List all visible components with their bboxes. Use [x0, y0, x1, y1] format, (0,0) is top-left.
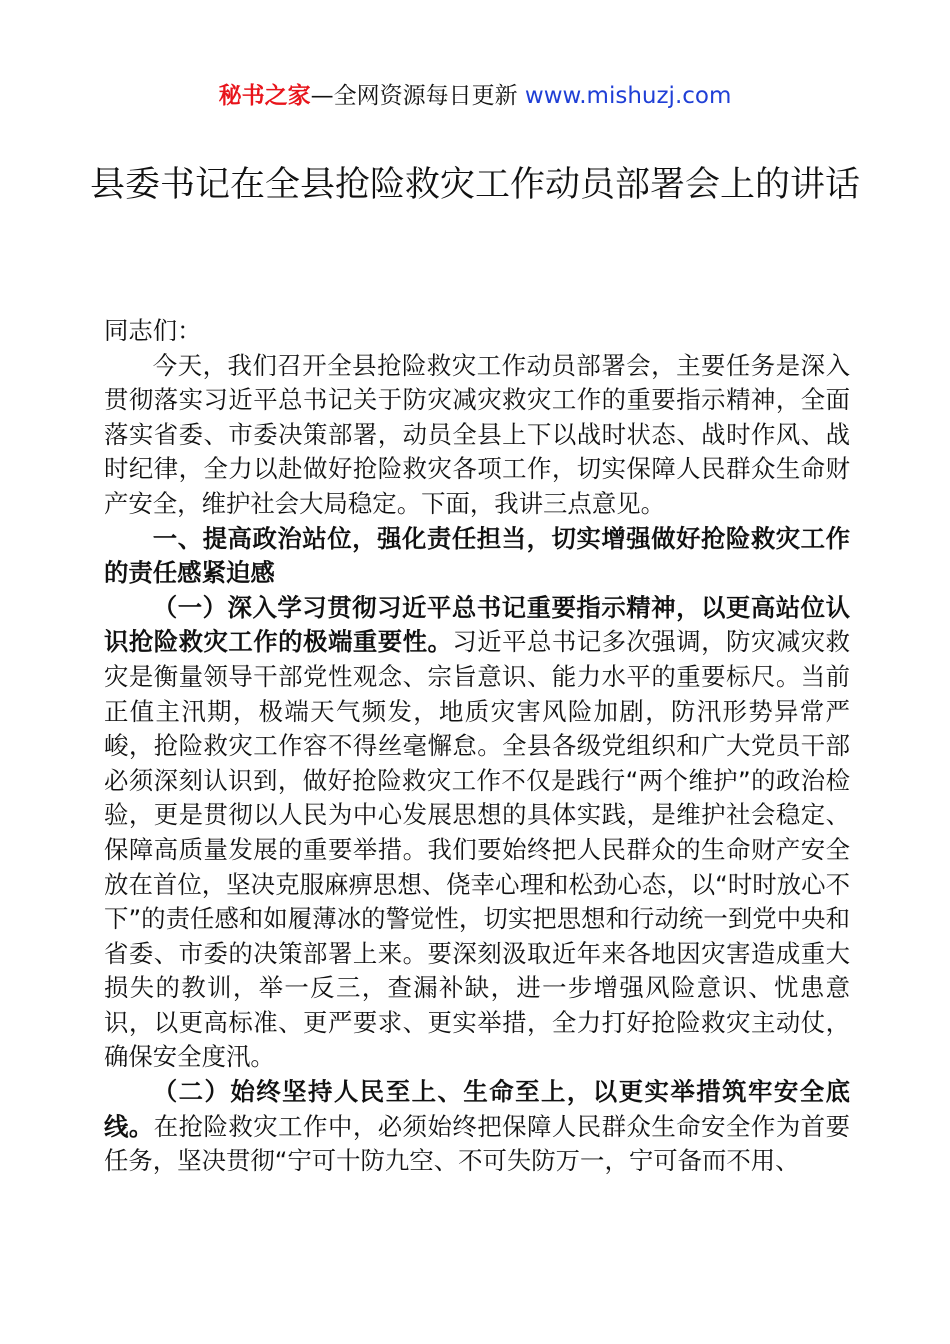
site-url-link[interactable]: www.mishuzj.com: [524, 83, 732, 109]
intro-paragraph: 今天，我们召开全县抢险救灾工作动员部署会，主要任务是深入贯彻落实习近平总书记关于防灾减灾救灾工作的重要指示精神，全面落实省委、市委决策部署，动员全县上下以战时状态、战时作风、战时纪律，全力以赴做好抢险救灾各项工作，切实保障人民群众生命财产安全，维护社会大局稳定。下面，我讲三点意见。: [104, 350, 850, 518]
subsection-1-paragraph: [104, 591, 850, 1075]
subsection-1-heading: （一）深入学习贯彻习近平总书记重要指示精神，以更高站位认识抢险救灾工作的极端重要性。: [104, 592, 850, 657]
site-name: 秘书之家: [218, 83, 311, 109]
subsection-2-heading: （二）始终坚持人民至上、生命至上，以更实举措筑牢安全底线。: [104, 1077, 850, 1141]
document-title: 县委书记在全县抢险救灾工作动员部署会上的讲话: [89, 165, 860, 205]
section-1-heading: 一、提高政治站位，强化责任担当，切实增强做好抢险救灾工作的责任感紧迫感: [104, 523, 850, 588]
site-tagline: —全网资源每日更新: [310, 83, 525, 109]
subsection-2-body: 在抢险救灾工作中，必须始终把保障人民群众生命安全作为首要任务，坚决贯彻“宁可十防九空、不可失防万一，宁可备而不用、: [104, 1111, 850, 1176]
site-header: [0, 80, 950, 112]
subsection-2-paragraph: [104, 1075, 850, 1179]
salutation: 同志们：: [104, 316, 202, 345]
subsection-1-body: 习近平总书记多次强调，防灾减灾救灾是衡量领导干部党性观念、宗旨意识、能力水平的重要标尺。当前正值主汛期，极端天气频发，地质灾害风险加剧，防汛形势异常严峻，抢险救灾工作容不得丝毫懈怠。全县各级党组织和广大党员干部必须深刻认识到，做好抢险救灾工作不仅是践行“两个维护”的政治检验，更是贯彻以人民为中心发展思想的具体实践，是维护社会稳定、保障高质量发展的重要举措。我们要始终把人民群众的生命财产安全放在首位，坚决克服麻痹思想、侥幸心理和松劲心态，以“时时放心不下”的责任感和如履薄冰的警觉性，切实把思想和行动统一到党中央和省委、市委的决策部署上来。要深刻汲取近年来各地因灾害造成重大损失的教训，举一反三，查漏补缺，进一步增强风险意识、忧患意识，以更高标准、更严要求、更实举措，全力打好抢险救灾主动仗，确保安全度汛。: [104, 627, 850, 1072]
document-body: [104, 314, 850, 1179]
